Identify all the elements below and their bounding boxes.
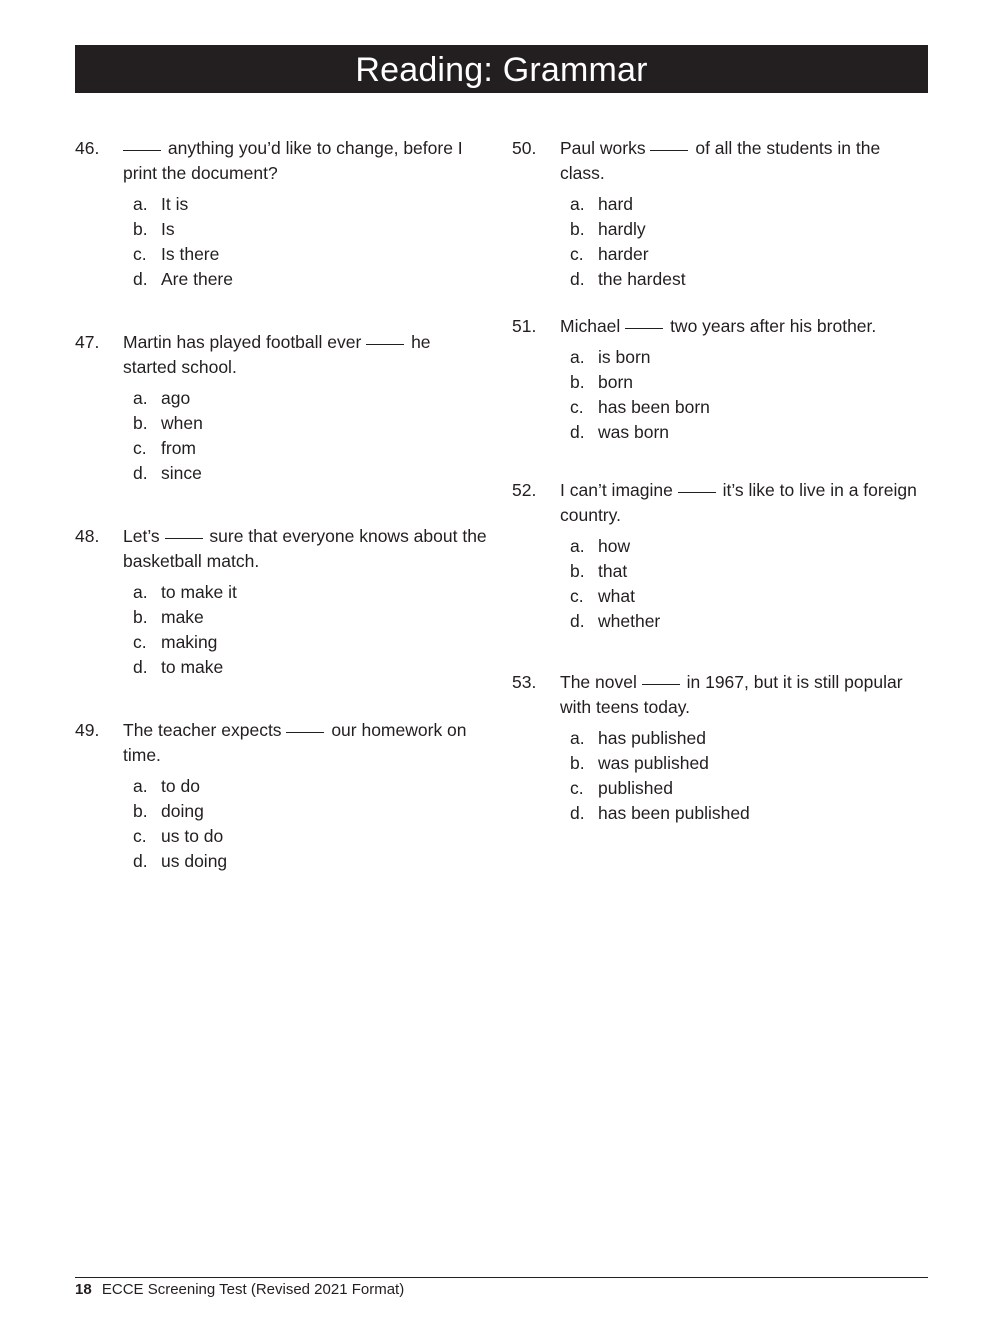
answer-option: [133, 849, 487, 874]
question-number: 53.: [512, 672, 537, 692]
question-49: [75, 718, 487, 874]
page-title: Reading: Grammar: [355, 51, 648, 89]
question-stem: [123, 136, 487, 186]
question-stem: [560, 136, 928, 186]
option-letter: c.: [133, 826, 147, 846]
answer-option: [133, 461, 487, 486]
answer-option: [570, 242, 928, 267]
option-text: hard: [598, 194, 634, 214]
answer-option: [570, 420, 928, 445]
answer-blank: [642, 683, 680, 685]
option-text: making: [161, 632, 218, 652]
option-text: Is there: [161, 244, 220, 264]
stem-text-after: he started school.: [123, 332, 431, 377]
option-letter: c.: [570, 586, 584, 606]
answer-options: [133, 192, 487, 292]
option-text: what: [598, 586, 635, 606]
question-stem: [123, 718, 487, 768]
question-stem: [560, 670, 928, 720]
option-text: that: [598, 561, 628, 581]
answer-option: [133, 580, 487, 605]
option-text: has been published: [598, 803, 750, 823]
answer-option: [570, 776, 928, 801]
option-letter: b.: [133, 801, 148, 821]
option-letter: a.: [570, 536, 585, 556]
question-number: 48.: [75, 526, 100, 546]
option-letter: d.: [133, 851, 148, 871]
answer-option: [570, 534, 928, 559]
option-letter: c.: [133, 244, 147, 264]
answer-option: [133, 655, 487, 680]
option-text: harder: [598, 244, 649, 264]
option-text: the hardest: [598, 269, 686, 289]
option-letter: c.: [133, 632, 147, 652]
option-text: ago: [161, 388, 191, 408]
option-letter: a.: [570, 347, 585, 367]
option-text: is born: [598, 347, 651, 367]
option-text: to make: [161, 657, 224, 677]
footer: [75, 1281, 404, 1299]
option-letter: d.: [570, 611, 585, 631]
answer-options: [570, 534, 928, 634]
answer-option: [570, 217, 928, 242]
answer-blank: [286, 731, 324, 733]
answer-option: [133, 605, 487, 630]
option-letter: d.: [133, 269, 148, 289]
question-52: [512, 478, 928, 634]
question-number: 47.: [75, 332, 100, 352]
answer-options: [133, 774, 487, 874]
option-letter: b.: [570, 219, 585, 239]
stem-text-after: our homework on time.: [123, 720, 467, 765]
question-number: 52.: [512, 480, 537, 500]
answer-option: [133, 267, 487, 292]
answer-option: [133, 436, 487, 461]
option-text: published: [598, 778, 673, 798]
option-letter: d.: [133, 463, 148, 483]
answer-option: [133, 824, 487, 849]
answer-option: [133, 386, 487, 411]
option-letter: a.: [570, 194, 585, 214]
question-46: [75, 136, 487, 292]
option-text: has published: [598, 728, 706, 748]
question-number: 46.: [75, 138, 100, 158]
stem-text-before: Let’s: [123, 526, 160, 546]
stem-text-before: The novel: [560, 672, 637, 692]
answer-option: [570, 395, 928, 420]
answer-option: [570, 584, 928, 609]
stem-text-after: in 1967, but it is still popular with teens today.: [560, 672, 903, 717]
right-column: [512, 136, 928, 826]
answer-blank: [165, 537, 203, 539]
option-text: how: [598, 536, 631, 556]
option-letter: a.: [133, 776, 148, 796]
answer-option: [570, 559, 928, 584]
stem-text-after: sure that everyone knows about the basketball match.: [123, 526, 487, 571]
page-number: 18: [75, 1281, 92, 1298]
stem-text-before: Paul works: [560, 138, 646, 158]
footer-text: ECCE Screening Test (Revised 2021 Format): [101, 1281, 405, 1298]
option-text: whether: [598, 611, 661, 631]
stem-text-before: Michael: [560, 316, 621, 336]
option-text: born: [598, 372, 634, 392]
option-text: from: [161, 438, 196, 458]
option-text: us doing: [161, 851, 228, 871]
answer-options: [570, 192, 928, 292]
answer-option: [570, 192, 928, 217]
question-stem: [560, 478, 928, 528]
option-letter: c.: [133, 438, 147, 458]
option-letter: a.: [133, 194, 148, 214]
question-number: 50.: [512, 138, 537, 158]
answer-blank: [678, 491, 716, 493]
answer-options: [133, 386, 487, 486]
stem-text-before: Martin has played football ever: [123, 332, 362, 352]
answer-option: [133, 192, 487, 217]
answer-option: [570, 345, 928, 370]
answer-options: [570, 345, 928, 445]
answer-option: [570, 751, 928, 776]
option-text: us to do: [161, 826, 224, 846]
stem-text-before: The teacher expects: [123, 720, 282, 740]
answer-option: [570, 801, 928, 826]
question-51: [512, 314, 928, 445]
stem-text-after: anything you’d like to change, before I print the document?: [123, 138, 463, 183]
option-letter: a.: [570, 728, 585, 748]
question-stem: [560, 314, 928, 339]
answer-option: [133, 630, 487, 655]
answer-option: [570, 370, 928, 395]
question-number: 51.: [512, 316, 537, 336]
question-stem: [123, 524, 487, 574]
answer-blank: [650, 149, 688, 151]
option-text: since: [161, 463, 202, 483]
option-text: was published: [598, 753, 709, 773]
answer-blank: [366, 343, 404, 345]
option-letter: b.: [570, 561, 585, 581]
option-text: hardly: [598, 219, 646, 239]
option-letter: b.: [133, 607, 148, 627]
option-letter: c.: [570, 397, 584, 417]
question-53: [512, 670, 928, 826]
option-letter: c.: [570, 244, 584, 264]
footer-divider: [75, 1277, 928, 1278]
option-text: doing: [161, 801, 204, 821]
option-letter: d.: [570, 803, 585, 823]
option-letter: d.: [570, 422, 585, 442]
page-title-bar: [75, 45, 928, 93]
answer-option: [133, 411, 487, 436]
answer-option: [133, 242, 487, 267]
option-letter: a.: [133, 388, 148, 408]
option-text: Is: [161, 219, 175, 239]
option-text: make: [161, 607, 204, 627]
option-letter: d.: [133, 657, 148, 677]
option-letter: c.: [570, 778, 584, 798]
answer-options: [570, 726, 928, 826]
option-text: to do: [161, 776, 200, 796]
option-letter: a.: [133, 582, 148, 602]
stem-text-after: of all the students in the class.: [560, 138, 881, 183]
question-47: [75, 330, 487, 486]
answer-blank: [123, 149, 161, 151]
answer-option: [133, 217, 487, 242]
option-text: It is: [161, 194, 189, 214]
option-letter: b.: [133, 219, 148, 239]
question-number: 49.: [75, 720, 100, 740]
option-text: to make it: [161, 582, 237, 602]
question-50: [512, 136, 928, 292]
question-stem: [123, 330, 487, 380]
left-column: [75, 136, 487, 912]
question-48: [75, 524, 487, 680]
option-letter: b.: [133, 413, 148, 433]
option-letter: b.: [570, 753, 585, 773]
answer-option: [133, 774, 487, 799]
stem-text-before: I can’t imagine: [560, 480, 673, 500]
stem-text-after: two years after his brother.: [670, 316, 877, 336]
answer-option: [133, 799, 487, 824]
answer-option: [570, 726, 928, 751]
stem-text-after: it’s like to live in a foreign country.: [560, 480, 917, 525]
option-text: when: [161, 413, 203, 433]
answer-blank: [625, 327, 663, 329]
option-text: has been born: [598, 397, 710, 417]
option-letter: d.: [570, 269, 585, 289]
option-letter: b.: [570, 372, 585, 392]
answer-option: [570, 609, 928, 634]
answer-option: [570, 267, 928, 292]
answer-options: [133, 580, 487, 680]
option-text: was born: [598, 422, 670, 442]
option-text: Are there: [161, 269, 233, 289]
